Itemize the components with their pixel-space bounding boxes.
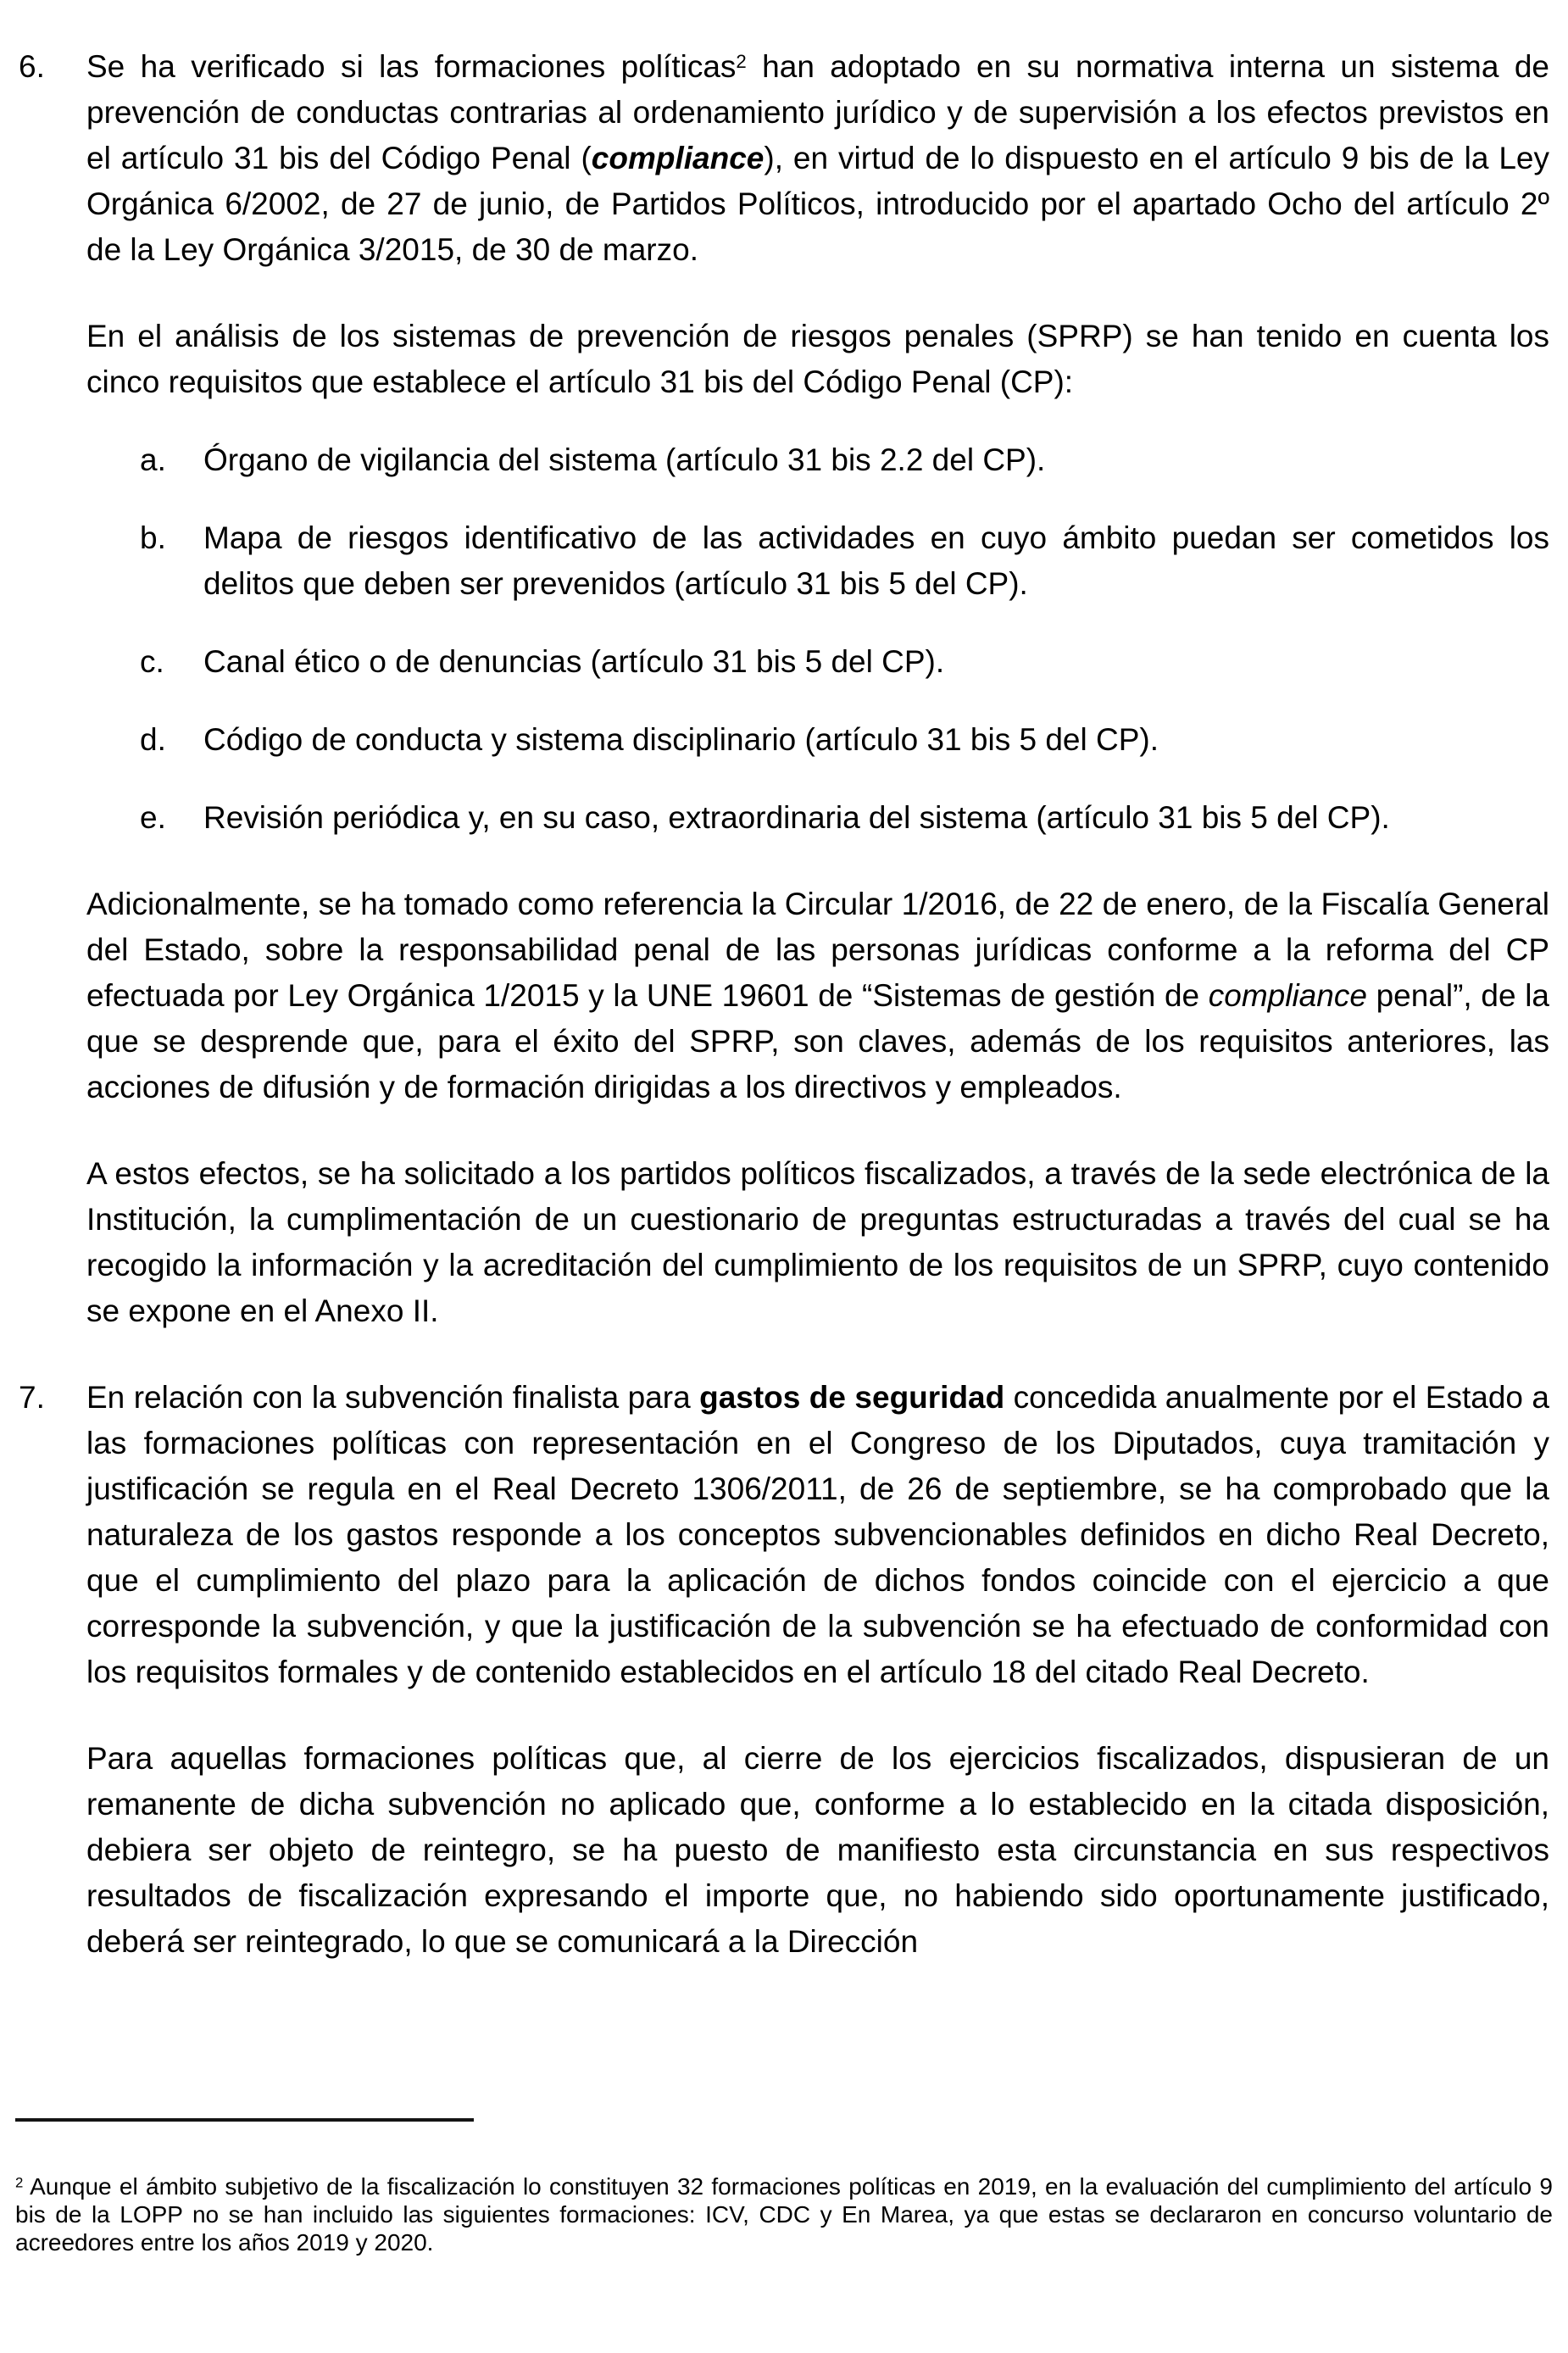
footnote — [15, 2172, 1553, 2256]
paragraph-text — [86, 882, 1549, 1110]
paragraph-text — [203, 717, 1549, 763]
document-body — [19, 44, 1549, 1965]
footnote-divider — [15, 2118, 474, 2122]
text-segment: Órgano de vigilancia del sistema (artículo 31 bis 2.2 del CP). — [203, 442, 1046, 477]
paragraph-text — [86, 314, 1549, 405]
paragraph-text — [86, 44, 1549, 273]
item-letter: d. — [140, 722, 166, 757]
paragraph-text — [86, 1375, 1549, 1695]
paragraph — [19, 1151, 1549, 1334]
text-segment: compliance — [591, 141, 765, 175]
text-segment: compliance — [1208, 978, 1367, 1013]
numbered-paragraph — [19, 44, 1549, 273]
paragraph-text — [86, 1736, 1549, 1965]
text-segment: Revisión periódica y, en su caso, extraordinaria del sistema (artículo 31 bis 5 del CP). — [203, 800, 1390, 835]
text-segment: han adoptado en su normativa interna un sistema de prevención de conductas contrarias al ordenamiento jurídico y de supervisión a los efectos previstos en el artículo 31 bis del Código Penal ( — [86, 49, 1549, 175]
item-letter: a. — [140, 442, 166, 477]
item-letter: b. — [140, 520, 166, 555]
text-segment: En el análisis de los sistemas de prevención de riesgos penales (SPRP) se han tenido en cuenta los cinco requisitos que establece el artículo 31 bis del Código Penal (CP): — [86, 319, 1549, 399]
text-segment: ), en virtud de lo dispuesto en el artículo 9 bis de la Ley Orgánica 6/2002, de 27 de junio, de Partidos Políticos, introducido por el apartado Ocho del artículo 2º de la Ley Orgánica 3/2015, de 30 de marzo. — [86, 141, 1550, 267]
paragraph-text — [86, 1151, 1549, 1334]
paragraph-text — [203, 437, 1549, 483]
lettered-list-item — [19, 795, 1549, 841]
text-segment: Para aquellas formaciones políticas que, al cierre de los ejercicios fiscalizados, dispusieran de un remanente de dicha subvención no aplicado que, conforme a lo establecido en la citada disposición, debiera ser objeto de reintegro, se ha puesto de manifiesto esta circunstancia en sus respectivos resultados de fiscalización expresando el importe que, no habiendo sido oportunamente justificado, deberá ser reintegrado, lo que se comunicará a la Dirección — [86, 1741, 1549, 1959]
footnote-marker: 2 — [15, 2174, 24, 2191]
text-segment: Canal ético o de denuncias (artículo 31 bis 5 del CP). — [203, 644, 945, 679]
item-number: 6. — [19, 49, 45, 84]
paragraph — [19, 314, 1549, 405]
lettered-list-item — [19, 639, 1549, 685]
paragraph — [19, 1736, 1549, 1965]
numbered-paragraph — [19, 1375, 1549, 1695]
paragraph-text — [203, 795, 1549, 841]
lettered-list-item — [19, 717, 1549, 763]
item-letter: e. — [140, 800, 166, 835]
item-letter: c. — [140, 644, 164, 679]
text-segment: gastos de seguridad — [699, 1380, 1005, 1415]
text-segment: Aunque el ámbito subjetivo de la fiscalización lo constituyen 32 formaciones políticas en 2019, en la evaluación del cumplimiento del artículo 9 bis de la LOPP no se han incluido las siguientes formaciones: ICV, CDC y En Marea, ya que estas se declararon en concurso voluntario de acreedores entre los años 2019 y 2020. — [15, 2173, 1553, 2256]
text-segment: Se ha verificado si las formaciones políticas — [86, 49, 737, 84]
footnote-area — [15, 2118, 1553, 2256]
text-segment: concedida anualmente por el Estado a las formaciones políticas con representación en el Congreso de los Diputados, cuya tramitación y justificación se regula en el Real Decreto 1306/2011, de 26 de septiembre, se ha comprobado que la naturaleza de los gastos responde a los conceptos subvencionables definidos en dicho Real Decreto, que el cumplimiento del plazo para la aplicación de dichos fondos coincide con el ejercicio a que corresponde la subvención, y que la justificación de la subvención se ha efectuado de conformidad con los requisitos formales y de contenido establecidos en el artículo 18 del citado Real Decreto. — [86, 1380, 1549, 1689]
text-segment: A estos efectos, se ha solicitado a los partidos políticos fiscalizados, a través de la sede electrónica de la Institución, la cumplimentación de un cuestionario de preguntas estructuradas a través del cual se ha recogido la información y la acreditación del cumplimiento de los requisitos de un SPRP, cuyo contenido se expone en el Anexo II. — [86, 1156, 1549, 1328]
text-segment: En relación con la subvención finalista para — [86, 1380, 700, 1415]
item-number: 7. — [19, 1380, 45, 1415]
lettered-list-item — [19, 437, 1549, 483]
paragraph — [19, 882, 1549, 1110]
text-segment: Código de conducta y sistema disciplinario (artículo 31 bis 5 del CP). — [203, 722, 1159, 757]
text-segment: Adicionalmente, se ha tomado como referencia la Circular 1/2016, de 22 de enero, de la Fiscalía General del Estado, sobre la responsabilidad penal de las personas jurídicas conforme a la reforma del CP efectuada por Ley Orgánica 1/2015 y la UNE 19601 de “Sistemas de gestión de — [86, 887, 1549, 1013]
paragraph-text — [203, 639, 1549, 685]
text-segment: Mapa de riesgos identificativo de las actividades en cuyo ámbito puedan ser cometidos los delitos que deben ser prevenidos (artículo 31 bis 5 del CP). — [203, 520, 1549, 601]
superscript-footnote-reference: 2 — [736, 50, 747, 72]
text-segment: penal”, de la que se desprende que, para el éxito del SPRP, son claves, además de los requisitos anteriores, las acciones de difusión y de formación dirigidas a los directivos y empleados. — [86, 978, 1549, 1104]
lettered-list-item — [19, 515, 1549, 607]
paragraph-text — [203, 515, 1549, 607]
